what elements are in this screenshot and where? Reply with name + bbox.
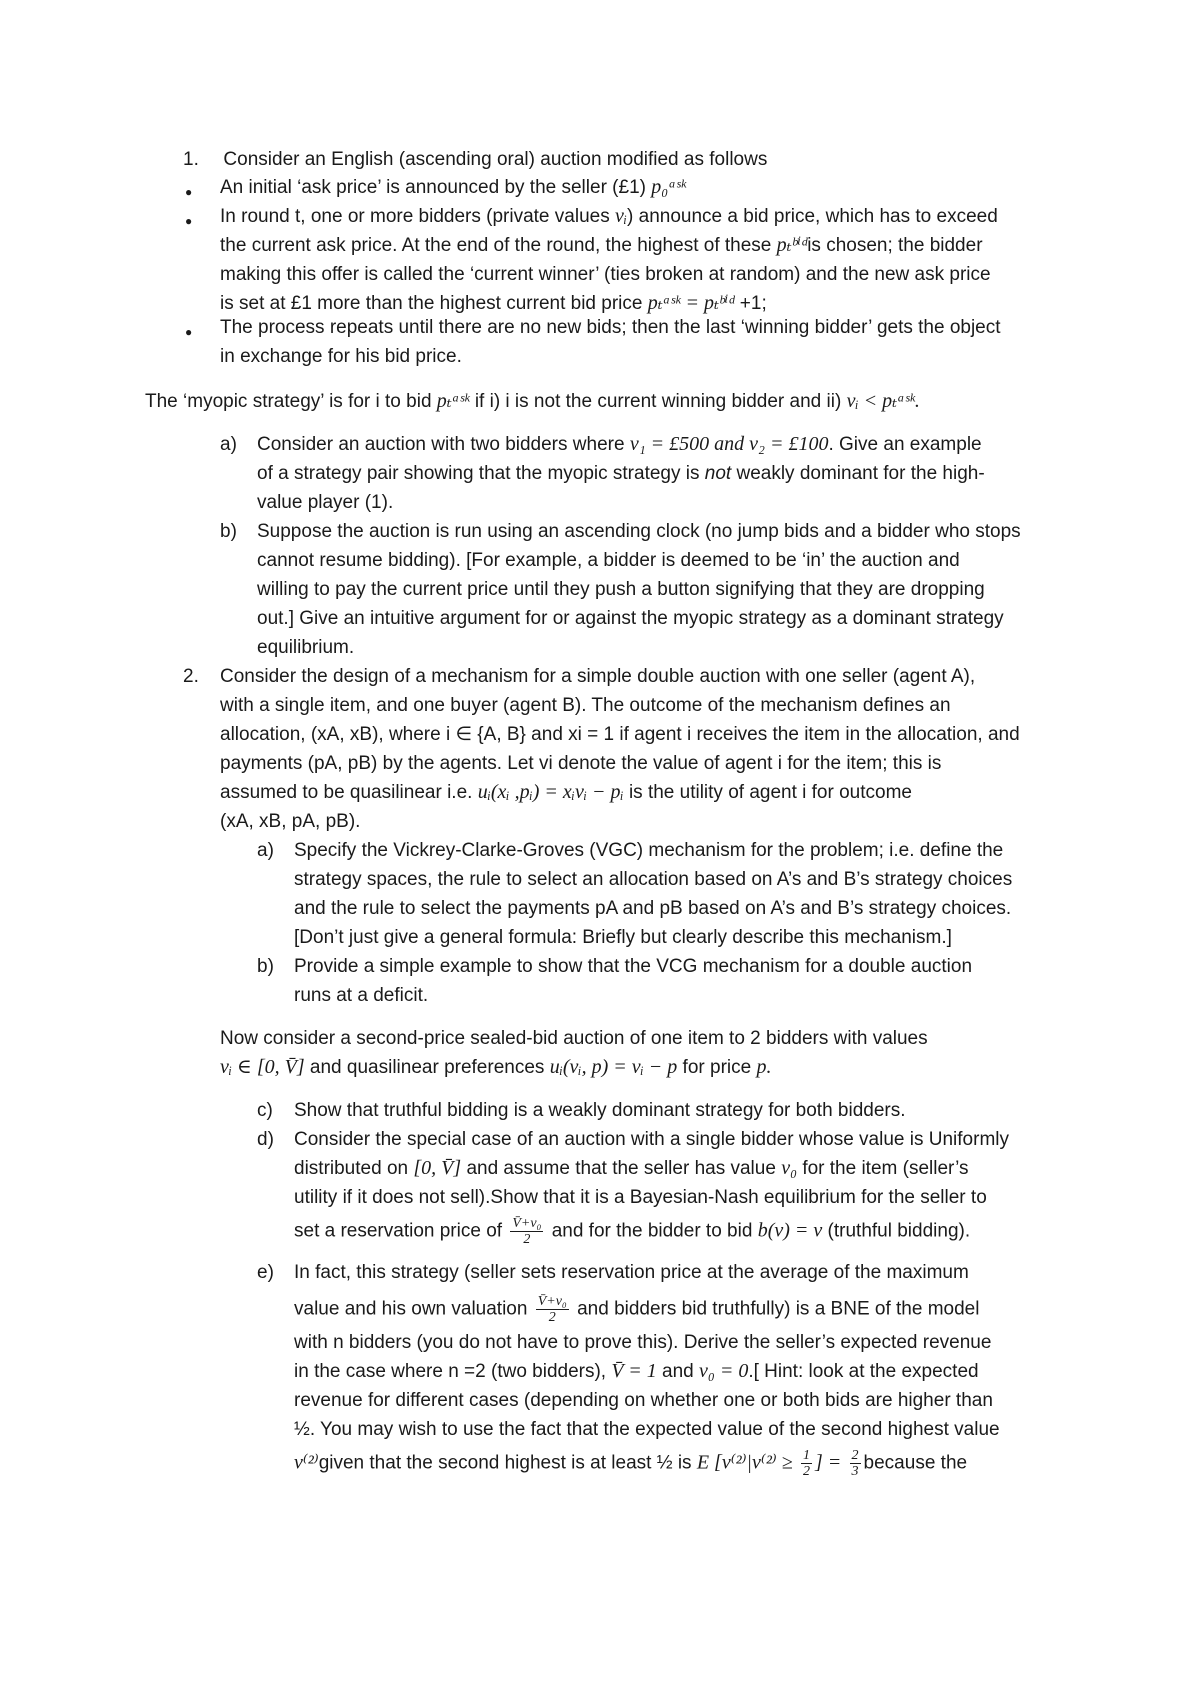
q1-bullet-2-line-3: making this offer is called the ‘current winner’ (ties broken at random) and the new ask price: [220, 264, 991, 285]
bullet-icon: ●: [185, 185, 193, 199]
q2-part-b-line-2: runs at a deficit.: [294, 985, 429, 1006]
q2-part-e-line-7: v⁽²⁾given that the second highest is at least ½ is E [v⁽²⁾|v⁽²⁾ ≥ $\frac{1}{2}$ ] = $\frac{2}{3}$ because the: [294, 1448, 968, 1479]
q1-intro: Consider an English (ascending oral) auction modified as follows: [223, 149, 768, 170]
half-fraction: $\frac{1}{2}$: [802, 1448, 810, 1479]
q2-part-a-label: a): [257, 840, 274, 861]
q1-part-b-line-2: cannot resume bidding). [For example, a bidder is deemed to be ‘in’ the auction and: [257, 550, 960, 571]
q1-part-b-line-5: equilibrium.: [257, 637, 355, 658]
q1-part-b-label: b): [220, 521, 237, 542]
q2-part-a-line-2: strategy spaces, the rule to select an allocation based on A’s and B’s strategy choices: [294, 869, 1013, 890]
q2-para-line-5: assumed to be quasilinear i.e. uᵢ(xᵢ ,pᵢ) = xᵢvᵢ − pᵢ is the utility of agent i for outcome: [220, 781, 912, 803]
reservation-price-fraction: $\frac{\text{V̄+v₀}}{2}$: [512, 1216, 542, 1247]
q1-part-a-label: a): [220, 434, 237, 455]
q2-para-line-4: payments (pA, pB) by the agents. Let vi denote the value of agent i for the item; this is: [220, 753, 942, 774]
q2-number: 2.: [183, 666, 199, 687]
myopic-strategy-definition: The ‘myopic strategy’ is for i to bid pₜᵃˢᵏ if i) i is not the current winning bidder and ii) vᵢ < pₜᵃˢᵏ.: [145, 390, 920, 412]
q2-part-e-line-3: with n bidders (you do not have to prove this). Derive the seller’s expected revenue: [294, 1332, 992, 1353]
q1-heading: [183, 145, 767, 174]
q1-part-b-line-4: out.] Give an intuitive argument for or against the myopic strategy as a dominant strategy: [257, 608, 1004, 629]
q2-part-e-line-6: ½. You may wish to use the fact that the expected value of the second highest value: [294, 1419, 1000, 1440]
q1-part-b-line-3: willing to pay the current price until they push a button signifying that they are dropping: [257, 579, 985, 600]
q2-para-line-2: with a single item, and one buyer (agent B). The outcome of the mechanism defines an: [220, 695, 951, 716]
q1-bullet-2-line-2: the current ask price. At the end of the round, the highest of these pₜᵇⁱᵈis chosen; the bidder: [220, 234, 983, 256]
q2-part-d-line-1: Consider the special case of an auction with a single bidder whose value is Uniformly: [294, 1129, 1009, 1150]
q2-part-d-line-2: distributed on [0, V̄] and assume that the seller has value v₀ for the item (seller’s: [294, 1157, 969, 1179]
q1-bullet-2-line-1: In round t, one or more bidders (private values vᵢ) announce a bid price, which has to exceed: [220, 205, 998, 227]
q2-part-b-label: b): [257, 956, 274, 977]
q2-part-b-line-1: Provide a simple example to show that the VCG mechanism for a double auction: [294, 956, 973, 977]
bullet-icon: ●: [185, 325, 193, 339]
q1-part-a-line-3: value player (1).: [257, 492, 394, 513]
q2-part-d-line-4: set a reservation price of $\frac{\text{V̄+v₀}}{2}$ and for the bidder to bid b(v) = v (truthful bidding).: [294, 1216, 971, 1247]
q2-part-d-line-3: utility if it does not sell).Show that it is a Bayesian-Nash equilibrium for the seller to: [294, 1187, 987, 1208]
q2-para-line-3: allocation, (xA, xB), where i ∈ {A, B} and xi = 1 if agent i receives the item in the allocation, and: [220, 724, 1020, 745]
q1-bullet-2-line-4: is set at £1 more than the highest current bid price pₜᵃˢᵏ = pₜᵇⁱᵈ +1;: [220, 292, 767, 314]
q2-part-a-line-1: Specify the Vickrey-Clarke-Groves (VGC) mechanism for the problem; i.e. define the: [294, 840, 1004, 861]
q1-part-a-line-1: Consider an auction with two bidders where v₁ = £500 and v₂ = £100. Give an example: [257, 433, 982, 455]
two-thirds-fraction: $\frac{2}{3}$: [851, 1448, 859, 1479]
second-price-intro-line-2: vᵢ ∈ [0, V̄] and quasilinear preferences uᵢ(vᵢ, p) = vᵢ − p for price p.: [220, 1056, 772, 1078]
q2-part-e-line-2: value and his own valuation $\frac{\text{V̄+v₀}}{2}$ and bidders bid truthfully) is a BNE of the model: [294, 1294, 980, 1325]
q2-part-a-line-4: [Don’t just give a general formula: Briefly but clearly describe this mechanism.]: [294, 927, 952, 948]
q2-part-e-line-1: In fact, this strategy (seller sets reservation price at the average of the maximum: [294, 1262, 969, 1283]
q1-bullet-3-line-2: in exchange for his bid price.: [220, 346, 462, 367]
reservation-price-fraction: $\frac{\text{V̄+v₀}}{2}$: [537, 1294, 567, 1325]
q2-part-e-label: e): [257, 1262, 274, 1283]
bullet-icon: ●: [185, 214, 193, 228]
q2-part-d-label: d): [257, 1129, 274, 1150]
q2-part-c-label: c): [257, 1100, 273, 1121]
q1-number: 1.: [183, 149, 199, 170]
second-price-intro-line-1: Now consider a second-price sealed-bid auction of one item to 2 bidders with values: [220, 1028, 928, 1049]
q2-para-line-1: Consider the design of a mechanism for a simple double auction with one seller (agent A),: [220, 666, 976, 687]
q1-bullet-3-line-1: The process repeats until there are no new bids; then the last ‘winning bidder’ gets the object: [220, 317, 1001, 338]
q2-part-e-line-4: in the case where n =2 (two bidders), V̄ = 1 and v₀ = 0.[ Hint: look at the expected: [294, 1360, 979, 1382]
q2-part-e-line-5: revenue for different cases (depending on whether one or both bids are higher than: [294, 1390, 993, 1411]
q1-bullet-1: An initial ‘ask price’ is announced by the seller (£1) p₀ᵃˢᵏ: [220, 176, 687, 198]
q1-part-b-line-1: Suppose the auction is run using an ascending clock (no jump bids and a bidder who stops: [257, 521, 1021, 542]
q2-para-line-6: (xA, xB, pA, pB).: [220, 811, 361, 832]
q2-part-a-line-3: and the rule to select the payments pA and pB based on A’s and B’s strategy choices.: [294, 898, 1012, 919]
q1-part-a-line-2: of a strategy pair showing that the myopic strategy is not weakly dominant for the high-: [257, 463, 985, 484]
q2-part-c-line-1: Show that truthful bidding is a weakly dominant strategy for both bidders.: [294, 1100, 906, 1121]
